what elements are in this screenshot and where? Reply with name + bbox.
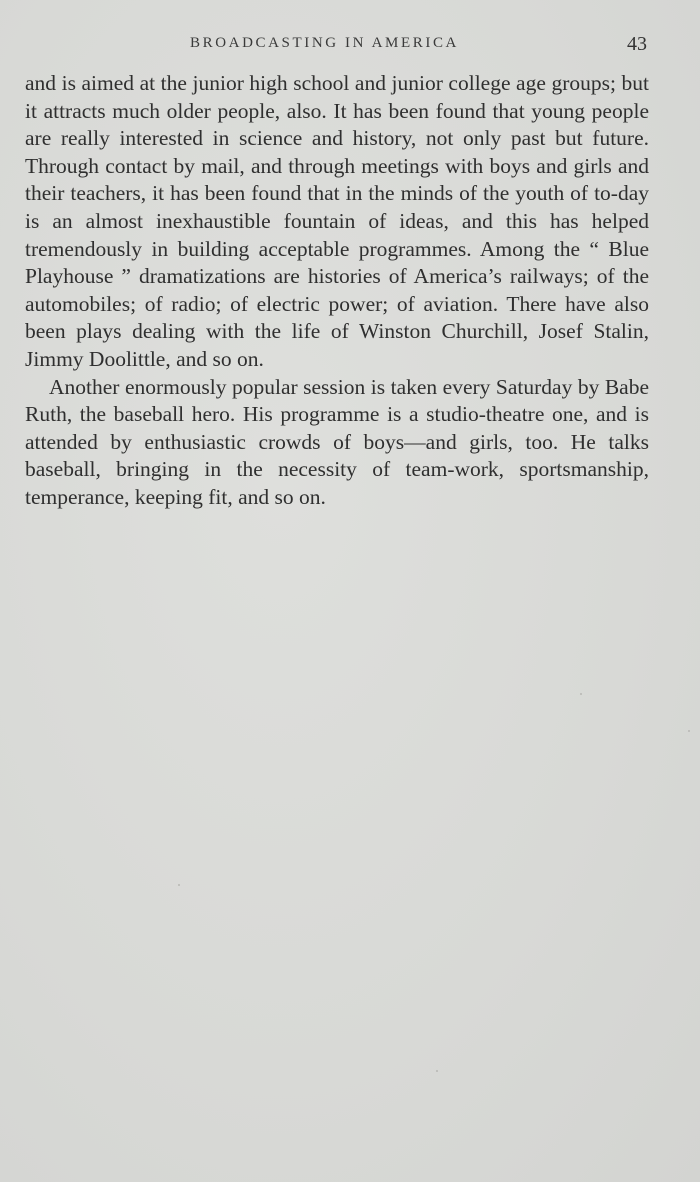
paper-speck bbox=[178, 884, 180, 886]
paragraph-babe-ruth: Another enormously popular session is taken every Saturday by Babe Ruth, the baseball hero. His programme is a studio-theatre one, and is attended by enthusiastic crowds of boys—and girls, too. He talks baseball, bringing in the necessity of team-work, sportsmanship, temperance, keeping fit, and so on. bbox=[25, 374, 649, 509]
running-head: BROADCASTING IN AMERICA bbox=[190, 35, 459, 51]
paper-speck bbox=[688, 730, 690, 732]
body-text bbox=[25, 70, 649, 512]
page-number: 43 bbox=[627, 33, 647, 55]
paper-speck bbox=[436, 1070, 438, 1072]
paper-speck bbox=[580, 693, 582, 695]
paragraph-continued: and is aimed at the junior high school and junior college age groups; but it attracts much older people, also. It has been found that young people are really interested in science and history, not only past but future. Through contact by mail, and through meetings with boys and girls and their teachers, it has been found that in the minds of the youth of to-day is an almost inexhaustible fountain of ideas, and this has helped tremendously in building acceptable programmes. Among the “ Blue Playhouse ” dramatizations are histories of America’s railways; of the automobiles; of radio; of electric power; of aviation. There have also been plays dealing with the life of Winston Churchill, Josef Stalin, Jimmy Doolittle, and so on. bbox=[25, 71, 649, 371]
